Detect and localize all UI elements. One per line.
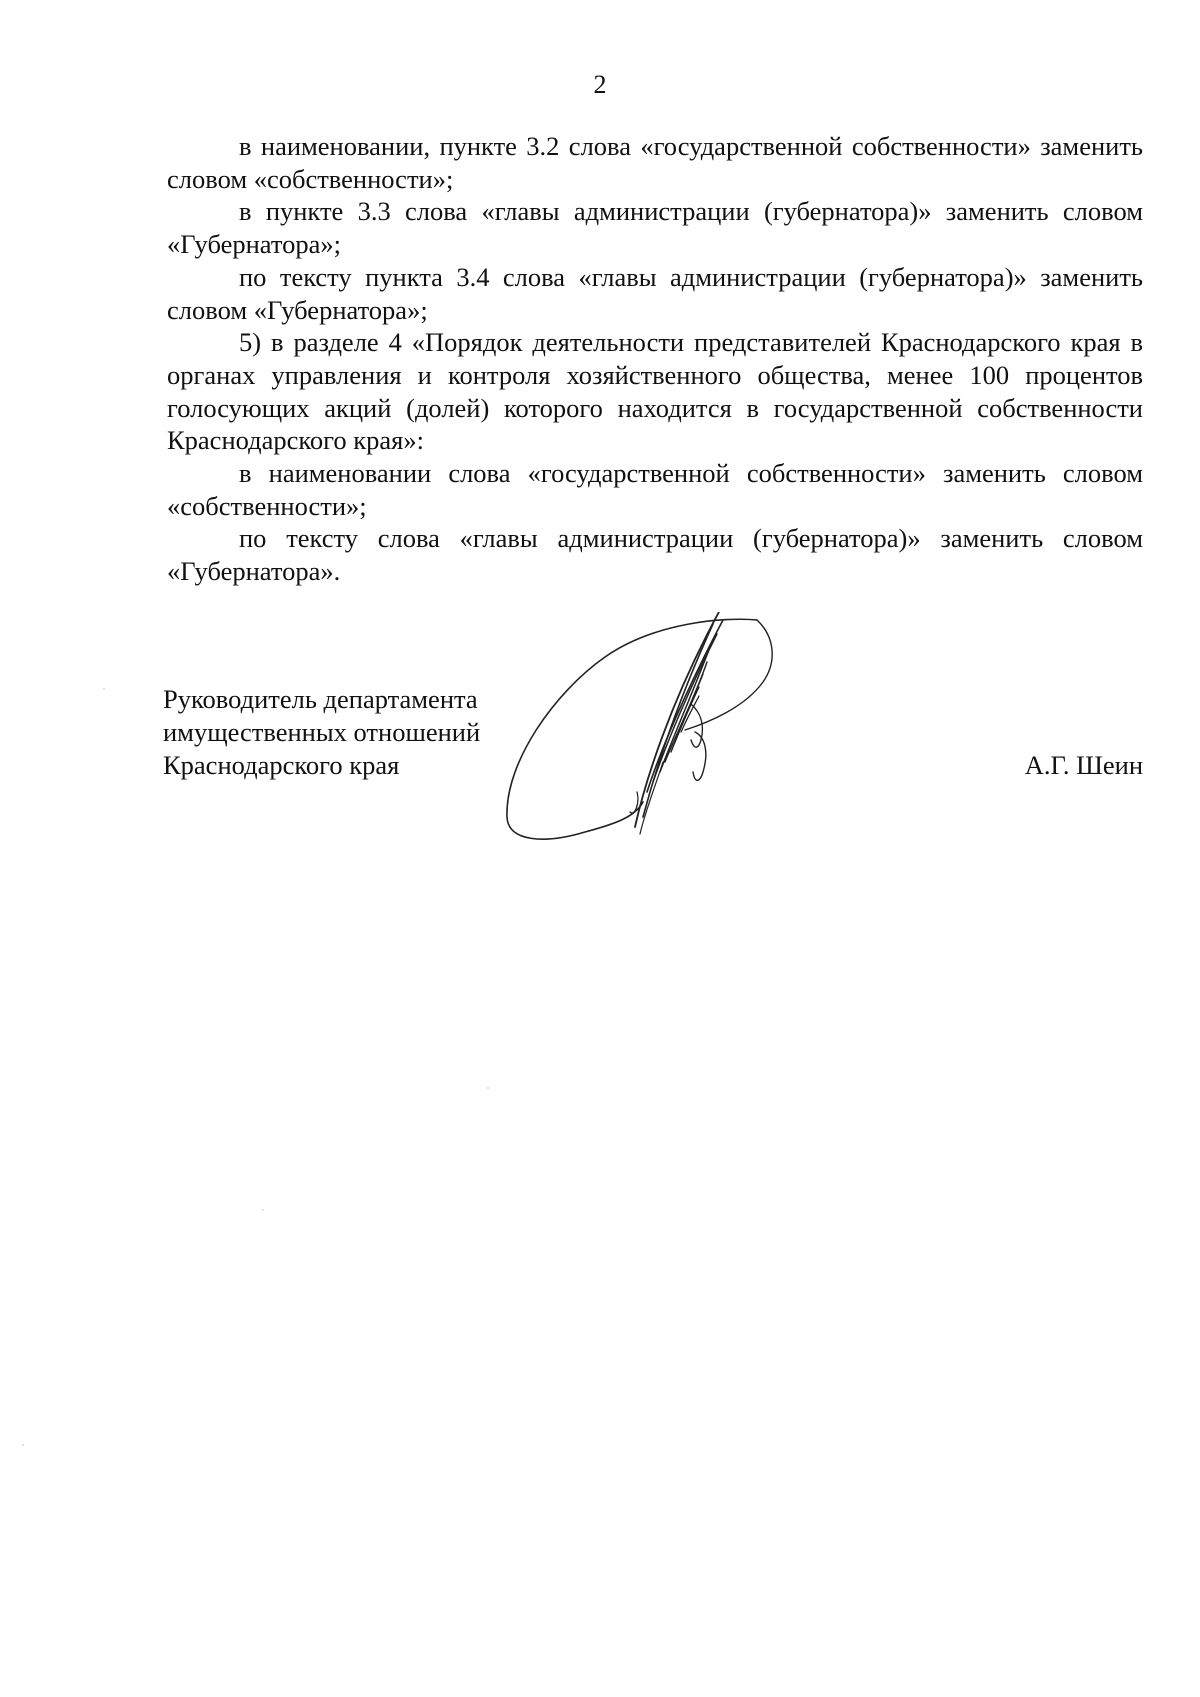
paragraph: в наименовании слова «государственной собственности» заменить словом «собственности»; [167, 458, 1143, 521]
page-number: 2 [593, 70, 607, 99]
signer-name: А.Г. Шеин [1024, 750, 1143, 780]
scan-speck [22, 1444, 24, 1446]
scan-speck [103, 688, 105, 690]
scan-speck [487, 1087, 489, 1089]
position-line: Краснодарского края [163, 750, 400, 780]
position-line: имущественных отношений [163, 717, 481, 747]
paragraph: в наименовании, пункте 3.2 слова «государственной собственности» заменить словом «собственности»; [167, 131, 1143, 194]
paragraph: по тексту слова «главы администрации (губернатора)» заменить словом «Губернатора». [167, 523, 1143, 587]
handwritten-signature [495, 612, 785, 847]
paragraph: по тексту пункта 3.4 слова «главы администрации (губернатора)» заменить словом «Губернатора»; [167, 261, 1143, 325]
signer-position [163, 683, 480, 782]
scan-speck [262, 1209, 264, 1211]
paragraph: 5) в разделе 4 «Порядок деятельности представителей Краснодарского края в органах управления и контроля хозяйственного общества, менее 100 процентов голосующих акций (долей) которого находится в государственной собственности Краснодарского края»: [167, 327, 1143, 456]
position-line: Руководитель департамента [163, 684, 478, 714]
document-body [167, 130, 1143, 588]
paragraph: в пункте 3.3 слова «главы администрации (губернатора)» заменить словом «Губернатора»; [167, 196, 1143, 260]
